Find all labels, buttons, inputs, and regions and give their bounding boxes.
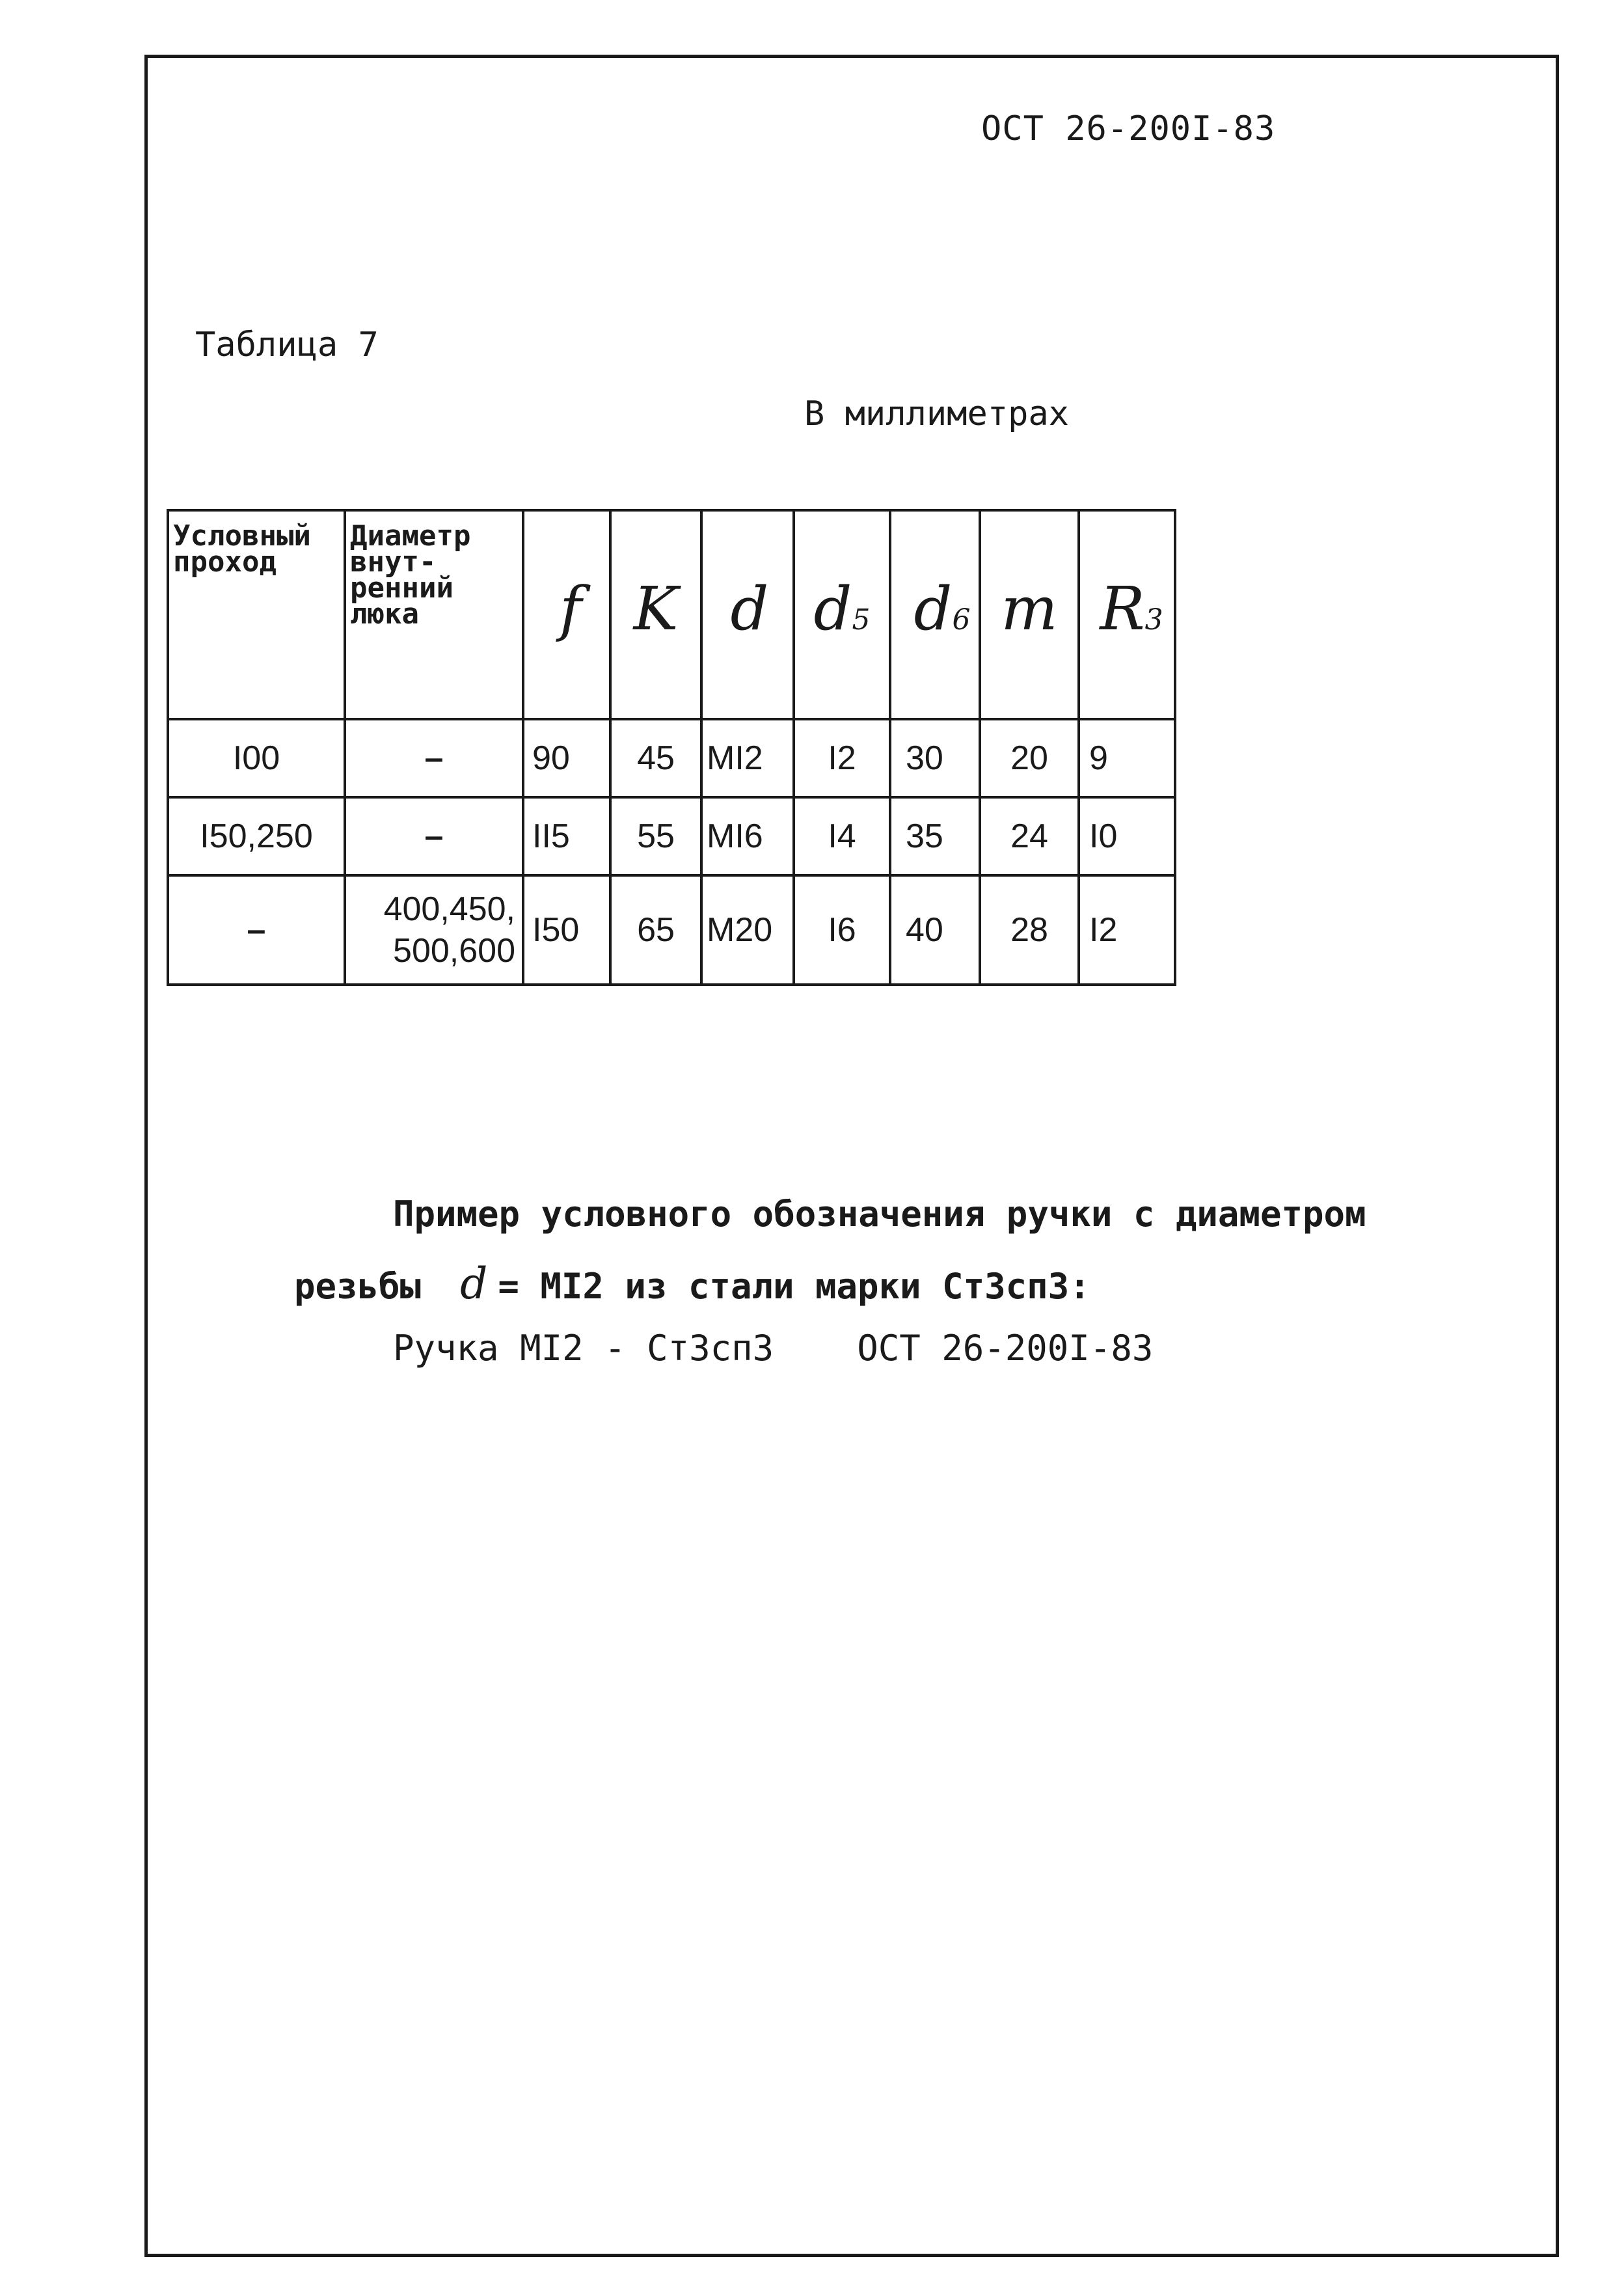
table-header-row: [168, 510, 1175, 719]
cell-inner-diameter: –: [345, 719, 523, 797]
cell-k: 55: [610, 797, 701, 875]
table-row: [168, 797, 1175, 875]
cell-m: 28: [980, 875, 1079, 985]
header-r3: R3: [1079, 510, 1175, 719]
cell-r3: I0: [1079, 797, 1175, 875]
cell-d6: 30: [890, 719, 980, 797]
cell-f: II5: [523, 797, 610, 875]
cell-nominal-bore: I00: [168, 719, 345, 797]
example-designation: Ручка MI2 - Ст3сп3 ОСТ 26-200I-83: [393, 1328, 1154, 1369]
cell-nominal-bore: –: [168, 875, 345, 985]
table-caption: Таблица 7: [195, 325, 379, 364]
header-d5: d5: [794, 510, 890, 719]
cell-inner-diameter: –: [345, 797, 523, 875]
header-d6: d6: [890, 510, 980, 719]
page-frame: [144, 55, 1559, 2257]
cell-f: 90: [523, 719, 610, 797]
dimensions-table: [167, 509, 1176, 986]
cell-d6: 40: [890, 875, 980, 985]
header-k: K: [610, 510, 701, 719]
header-d: d: [701, 510, 794, 719]
table-row: [168, 719, 1175, 797]
cell-m: 24: [980, 797, 1079, 875]
header-inner-diameter: Диаметр внут- ренний люка: [345, 510, 523, 719]
cell-r3: I2: [1079, 875, 1175, 985]
units-note: В миллиметрах: [804, 394, 1069, 433]
cell-f: I50: [523, 875, 610, 985]
cell-r3: 9: [1079, 719, 1175, 797]
cell-d: MI6: [701, 797, 794, 875]
cell-nominal-bore: I50,250: [168, 797, 345, 875]
cell-d6: 35: [890, 797, 980, 875]
example-text-line1: Пример условного обозначения ручки с диаметром: [393, 1194, 1366, 1235]
table-row: [168, 875, 1175, 985]
thread-symbol: d: [460, 1259, 488, 1309]
cell-k: 65: [610, 875, 701, 985]
cell-d5: I2: [794, 719, 890, 797]
header-f: f: [523, 510, 610, 719]
cell-d: M20: [701, 875, 794, 985]
document-code: ОСТ 26-200I-83: [981, 109, 1276, 148]
example-text-line2: резьбы d = MI2 из стали марки Ст3сп3:: [294, 1259, 1090, 1309]
cell-d5: I4: [794, 797, 890, 875]
cell-m: 20: [980, 719, 1079, 797]
cell-d: MI2: [701, 719, 794, 797]
header-m: m: [980, 510, 1079, 719]
cell-k: 45: [610, 719, 701, 797]
cell-inner-diameter: 400,450, 500,600: [345, 875, 523, 985]
header-nominal-bore: Условный проход: [168, 510, 345, 719]
cell-d5: I6: [794, 875, 890, 985]
